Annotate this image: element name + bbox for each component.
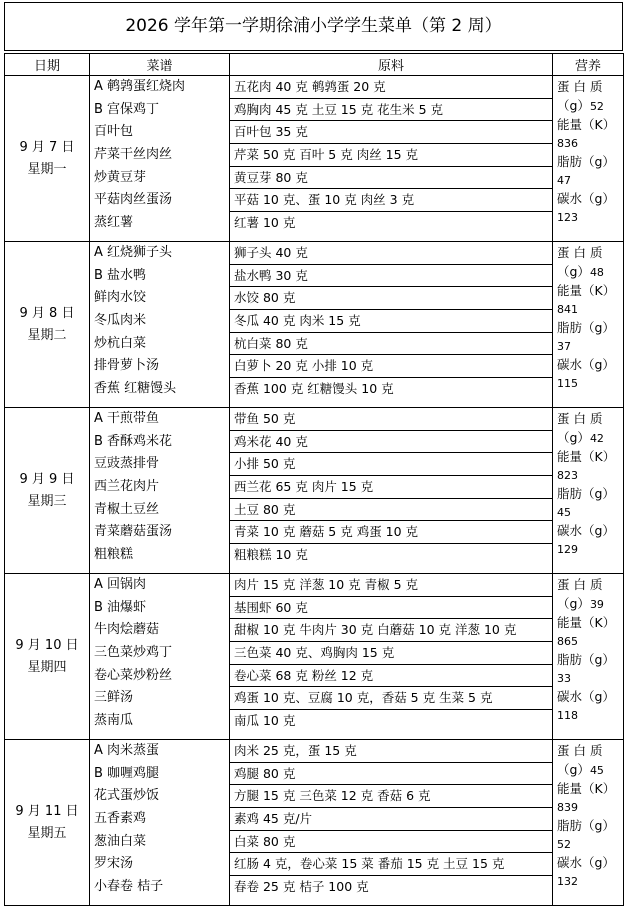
dishes-cell	[90, 574, 230, 740]
dish-item: 百叶包	[94, 124, 134, 140]
nutrition-line	[557, 375, 619, 393]
date-label: 9 月 10 日	[15, 637, 79, 653]
ingredient-line: 黄豆芽 80 克	[230, 167, 552, 190]
date-label: 9 月 9 日	[19, 471, 75, 487]
nutrition-fat-label: 脂肪（g）	[557, 486, 615, 501]
ingredient-line: 基围虾 60 克	[230, 597, 552, 620]
day-row	[5, 76, 624, 242]
ingredient-line: 红薯 10 克	[234, 215, 296, 231]
nutrition-line	[557, 429, 619, 448]
nutrition-line	[557, 135, 619, 153]
nutrition-line	[557, 467, 619, 485]
dish-item: B 宫保鸡丁	[94, 101, 160, 117]
ingredient-line: 肉片 15 克 洋葱 10 克 青椒 5 克	[230, 574, 552, 597]
dish-item: 西兰花肉片	[94, 479, 160, 495]
header-date: 日期	[5, 54, 90, 76]
nutrition-line	[557, 817, 619, 836]
dishes-cell	[90, 740, 230, 906]
nutrition-line	[557, 854, 619, 873]
ingredient-line: 冬瓜 40 克 肉米 15 克	[230, 310, 552, 333]
header-nutrition: 营养	[553, 54, 624, 76]
nutrition-carb-value: 115	[557, 377, 578, 390]
nutrition-energy-label: 能量（K）	[557, 283, 616, 298]
nutrition-line	[557, 595, 619, 614]
day-row	[5, 740, 624, 906]
nutrition-line	[557, 780, 619, 799]
weekday-label: 星期三	[27, 493, 67, 509]
dish-item: 蒸红薯	[94, 215, 134, 231]
nutrition-energy-label: 能量（K）	[557, 449, 616, 464]
nutrition-energy-label: 能量（K）	[557, 781, 616, 796]
ingredient-line: 土豆 80 克	[230, 499, 552, 522]
dish-item: 平菇肉丝蛋汤	[94, 192, 173, 208]
nutrition-line	[557, 263, 619, 282]
dish-item: 芹菜干丝肉丝	[94, 147, 173, 163]
dish-item: A 肉米蒸蛋	[94, 743, 160, 758]
nutrition-line	[557, 319, 619, 338]
nutrition-line	[557, 244, 619, 263]
date-cell	[5, 242, 90, 408]
nutrition-protein-label: 蛋 白 质	[557, 743, 603, 758]
nutrition-energy-label: 能量（K）	[557, 615, 616, 630]
nutrition-cell	[553, 242, 624, 408]
nutrition-protein-unit: （g）	[557, 98, 590, 113]
day-row	[5, 408, 624, 574]
ingredient-line: 百叶包 35 克	[230, 121, 552, 144]
nutrition-fat-label: 脂肪（g）	[557, 818, 615, 833]
nutrition-protein-value: 45	[589, 764, 604, 777]
ingredient-line: 五花肉 40 克 鹌鹑蛋 20 克	[230, 76, 552, 99]
nutrition-protein-unit: （g）	[557, 596, 590, 611]
nutrition-fat-value: 45	[557, 506, 571, 519]
dish-item: B 香酥鸡米花	[94, 433, 173, 449]
dish-item: 香蕉 红糖馒头	[94, 381, 177, 397]
nutrition-carb-label: 碳水（g）	[557, 191, 615, 206]
menu-table	[4, 53, 624, 906]
nutrition-protein-label: 蛋 白 质	[557, 245, 603, 260]
header-menu: 菜谱	[90, 54, 230, 76]
nutrition-cell	[553, 740, 624, 906]
nutrition-line	[557, 504, 619, 522]
dishes-cell	[90, 76, 230, 242]
nutrition-fat-label: 脂肪（g）	[557, 320, 615, 335]
ingredient-line: 青菜 10 克 蘑菇 5 克 鸡蛋 10 克	[230, 521, 552, 544]
ingredient-line: 盐水鸭 30 克	[230, 265, 552, 288]
nutrition-energy-value: 836	[557, 137, 578, 150]
ingredient-line: 春卷 25 克 桔子 100 克	[234, 879, 369, 895]
dish-item: B 盐水鸭	[94, 267, 147, 283]
nutrition-fat-value: 52	[557, 838, 571, 851]
ingredient-line: 鸡胸肉 45 克 土豆 15 克 花生米 5 克	[230, 99, 552, 122]
ingredient-line: 卷心菜 68 克 粉丝 12 克	[230, 665, 552, 688]
dish-item: 三鲜汤	[94, 690, 134, 706]
nutrition-line	[557, 688, 619, 707]
dish-item: A 红烧狮子头	[94, 245, 173, 260]
ingredient-line: 白萝卜 20 克 小排 10 克	[230, 355, 552, 378]
date-cell	[5, 408, 90, 574]
date-cell	[5, 574, 90, 740]
day-row	[5, 574, 624, 740]
date-label: 9 月 11 日	[15, 803, 79, 819]
dish-item: 鲜肉水饺	[94, 290, 147, 306]
ingredient-line: 狮子头 40 克	[230, 242, 552, 265]
nutrition-line	[557, 410, 619, 429]
page-title: 2026 学年第一学期徐浦小学学生菜单（第 2 周）	[4, 2, 623, 51]
dish-item: 蒸南瓜	[94, 713, 134, 729]
ingredient-line: 红肠 4 克，卷心菜 15 菜 番茄 15 克 土豆 15 克	[230, 853, 552, 876]
dish-item: 冬瓜肉米	[94, 313, 147, 329]
ingredient-line: 香蕉 100 克 红糖馒头 10 克	[234, 381, 394, 397]
ingredients-cell	[230, 76, 553, 242]
nutrition-line	[557, 97, 619, 116]
weekday-label: 星期一	[27, 161, 67, 177]
nutrition-line	[557, 670, 619, 688]
dish-item: 粗粮糕	[94, 547, 134, 563]
nutrition-protein-value: 52	[589, 100, 604, 113]
nutrition-carb-label: 碳水（g）	[557, 855, 615, 870]
weekday-label: 星期二	[27, 327, 67, 343]
dish-item: B 油爆虾	[94, 599, 147, 615]
dish-item: 排骨萝卜汤	[94, 358, 160, 374]
nutrition-line	[557, 576, 619, 595]
nutrition-line	[557, 356, 619, 375]
dish-item: 小春卷 桔子	[94, 879, 164, 895]
dish-item: 牛肉烩蘑菇	[94, 622, 160, 638]
nutrition-line	[557, 190, 619, 209]
nutrition-energy-value: 839	[557, 801, 578, 814]
nutrition-protein-unit: （g）	[557, 264, 590, 279]
weekday-label: 星期四	[27, 659, 67, 675]
ingredient-line: 平菇 10 克、蛋 10 克 肉丝 3 克	[230, 189, 552, 212]
nutrition-line	[557, 742, 619, 761]
nutrition-line	[557, 522, 619, 541]
dish-item: 五香素鸡	[94, 811, 147, 827]
nutrition-line	[557, 78, 619, 97]
nutrition-protein-value: 48	[589, 266, 604, 279]
dish-item: 葱油白菜	[94, 833, 147, 849]
nutrition-carb-value: 123	[557, 211, 578, 224]
nutrition-line	[557, 633, 619, 651]
nutrition-line	[557, 448, 619, 467]
ingredient-line: 白菜 80 克	[230, 831, 552, 854]
nutrition-protein-unit: （g）	[557, 762, 590, 777]
ingredient-line: 鸡腿 80 克	[230, 763, 552, 786]
nutrition-cell	[553, 574, 624, 740]
nutrition-line	[557, 209, 619, 227]
nutrition-line	[557, 799, 619, 817]
nutrition-line	[557, 338, 619, 356]
nutrition-carb-value: 132	[557, 875, 578, 888]
ingredient-line: 水饺 80 克	[230, 287, 552, 310]
nutrition-cell	[553, 76, 624, 242]
nutrition-protein-value: 39	[589, 598, 604, 611]
nutrition-fat-value: 37	[557, 340, 571, 353]
dish-item: 花式蛋炒饭	[94, 788, 160, 804]
date-label: 9 月 7 日	[19, 139, 75, 155]
nutrition-protein-label: 蛋 白 质	[557, 79, 603, 94]
ingredient-line: 芹菜 50 克 百叶 5 克 肉丝 15 克	[230, 144, 552, 167]
dishes-cell	[90, 242, 230, 408]
nutrition-fat-value: 47	[557, 174, 571, 187]
date-label: 9 月 8 日	[19, 305, 75, 321]
nutrition-line	[557, 761, 619, 780]
ingredients-cell	[230, 242, 553, 408]
ingredient-line: 小排 50 克	[230, 453, 552, 476]
ingredients-cell	[230, 574, 553, 740]
ingredient-line: 三色菜 40 克、鸡胸肉 15 克	[230, 642, 552, 665]
nutrition-line	[557, 541, 619, 559]
ingredients-cell	[230, 740, 553, 906]
date-cell	[5, 76, 90, 242]
dish-item: A 鹌鹑蛋红烧肉	[94, 79, 186, 94]
nutrition-line	[557, 116, 619, 135]
nutrition-line	[557, 651, 619, 670]
ingredient-line: 鸡米花 40 克	[230, 431, 552, 454]
dish-item: B 咖喱鸡腿	[94, 765, 160, 781]
day-row	[5, 242, 624, 408]
weekday-label: 星期五	[27, 825, 67, 841]
nutrition-line	[557, 873, 619, 891]
header-ingredients: 原料	[230, 54, 553, 76]
dish-item: 罗宋汤	[94, 856, 134, 872]
nutrition-line	[557, 485, 619, 504]
nutrition-line	[557, 707, 619, 725]
nutrition-energy-value: 841	[557, 303, 578, 316]
ingredient-line: 南瓜 10 克	[234, 713, 296, 729]
dish-item: A 干煎带鱼	[94, 411, 160, 426]
nutrition-line	[557, 282, 619, 301]
nutrition-carb-label: 碳水（g）	[557, 357, 615, 372]
nutrition-carb-value: 129	[557, 543, 578, 556]
ingredient-line: 肉米 25 克，蛋 15 克	[230, 740, 552, 763]
dish-item: 卷心菜炒粉丝	[94, 667, 173, 683]
ingredient-line: 带鱼 50 克	[230, 408, 552, 431]
dish-item: A 回锅肉	[94, 577, 147, 592]
nutrition-fat-value: 33	[557, 672, 571, 685]
nutrition-energy-label: 能量（K）	[557, 117, 616, 132]
dish-item: 炒杭白菜	[94, 335, 147, 351]
nutrition-line	[557, 836, 619, 854]
nutrition-protein-label: 蛋 白 质	[557, 411, 603, 426]
ingredient-line: 素鸡 45 克/片	[230, 808, 552, 831]
nutrition-carb-label: 碳水（g）	[557, 523, 615, 538]
nutrition-protein-value: 42	[589, 432, 604, 445]
nutrition-cell	[553, 408, 624, 574]
ingredient-line: 方腿 15 克 三色菜 12 克 香菇 6 克	[230, 785, 552, 808]
nutrition-fat-label: 脂肪（g）	[557, 652, 615, 667]
ingredients-cell	[230, 408, 553, 574]
nutrition-energy-value: 865	[557, 635, 578, 648]
ingredient-line: 西兰花 65 克 肉片 15 克	[230, 476, 552, 499]
header-row	[5, 54, 624, 76]
nutrition-protein-label: 蛋 白 质	[557, 577, 603, 592]
dish-item: 青椒土豆丝	[94, 501, 160, 517]
dish-item: 三色菜炒鸡丁	[94, 645, 173, 661]
dish-item: 豆豉蒸排骨	[94, 456, 160, 472]
nutrition-carb-value: 118	[557, 709, 578, 722]
nutrition-line	[557, 301, 619, 319]
nutrition-carb-label: 碳水（g）	[557, 689, 615, 704]
dish-item: 炒黄豆芽	[94, 169, 147, 185]
dishes-cell	[90, 408, 230, 574]
ingredient-line: 甜椒 10 克 牛肉片 30 克 白蘑菇 10 克 洋葱 10 克	[230, 619, 552, 642]
nutrition-fat-label: 脂肪（g）	[557, 154, 615, 169]
ingredient-line: 杭白菜 80 克	[230, 333, 552, 356]
ingredient-line: 粗粮糕 10 克	[234, 547, 308, 563]
nutrition-line	[557, 172, 619, 190]
nutrition-line	[557, 614, 619, 633]
date-cell	[5, 740, 90, 906]
ingredient-line: 鸡蛋 10 克、豆腐 10 克，香菇 5 克 生菜 5 克	[230, 687, 552, 710]
nutrition-energy-value: 823	[557, 469, 578, 482]
nutrition-protein-unit: （g）	[557, 430, 590, 445]
nutrition-line	[557, 153, 619, 172]
dish-item: 青菜蘑菇蛋汤	[94, 524, 173, 540]
